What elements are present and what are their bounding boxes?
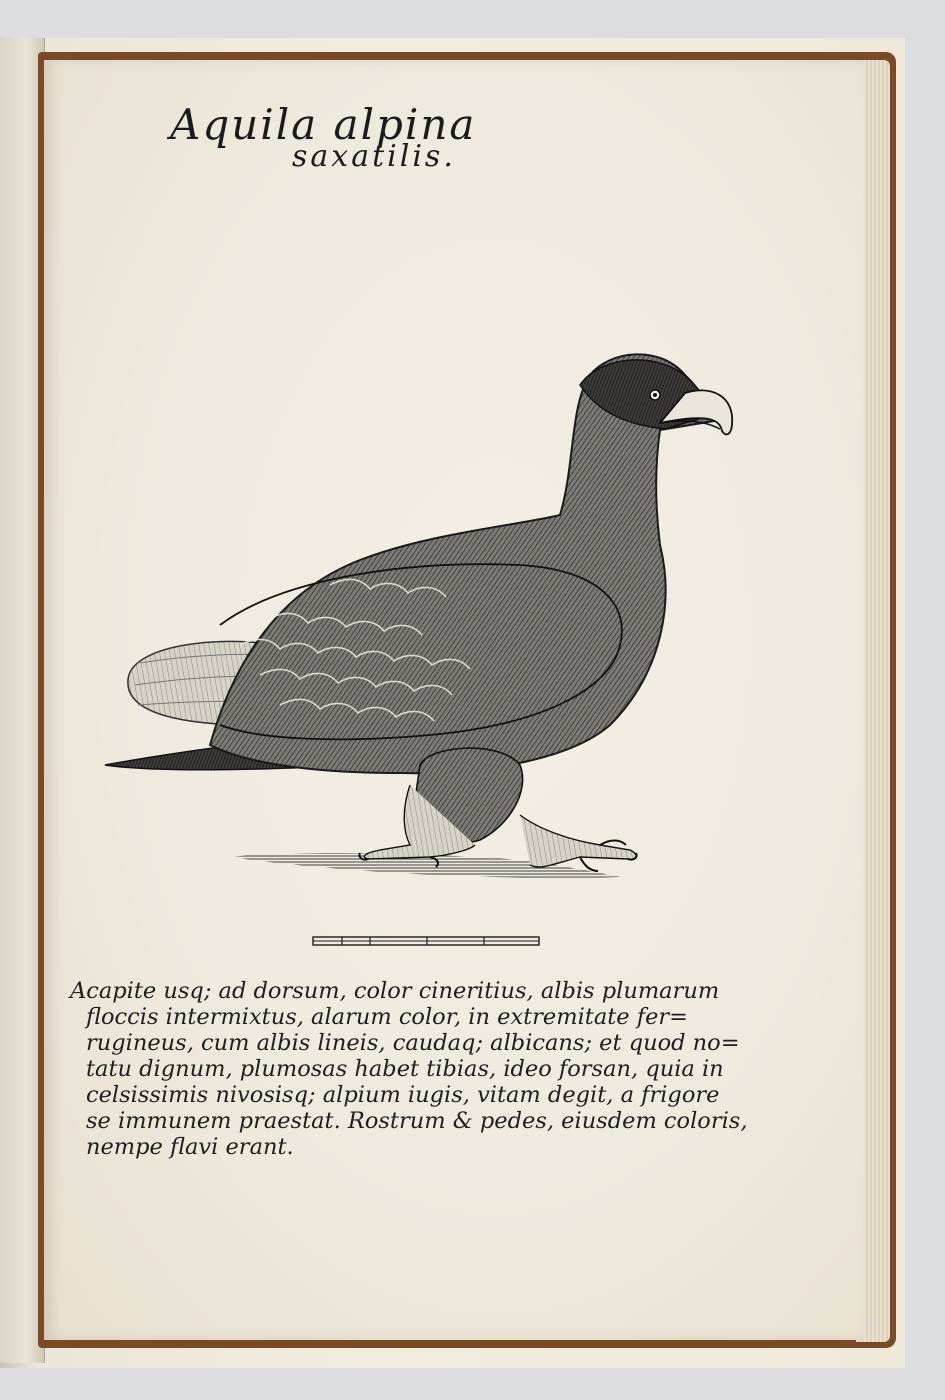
- text-line: nempe flavi erant.: [86, 1134, 294, 1160]
- description-text: [70, 978, 790, 1160]
- text-line: rugineus, cum albis lineis, caudaq; albicans; et quod no=: [86, 1030, 740, 1056]
- text-line: Acapite usq; ad dorsum, color cineritius, albis plumarum: [70, 978, 720, 1004]
- bleed-through-text: [84, 100, 97, 146]
- eagle-engraving: [100, 345, 740, 890]
- title-line: Aquila alpina: [170, 100, 477, 149]
- text-line: floccis intermixtus, alarum color, in extremitate fer=: [86, 1004, 688, 1030]
- text-line: se immunem praestat. Rostrum & pedes, eiusdem coloris,: [86, 1108, 748, 1134]
- text-line: celsissimis nivosisq; alpium iugis, vitam degit, a frigore: [86, 1082, 720, 1108]
- plate-title: [170, 100, 630, 174]
- subtitle-line: saxatilis.: [292, 139, 456, 174]
- text-line: tatu dignum, plumosas habet tibias, ideo forsan, quia in: [86, 1056, 724, 1082]
- scale-bar: [312, 936, 540, 946]
